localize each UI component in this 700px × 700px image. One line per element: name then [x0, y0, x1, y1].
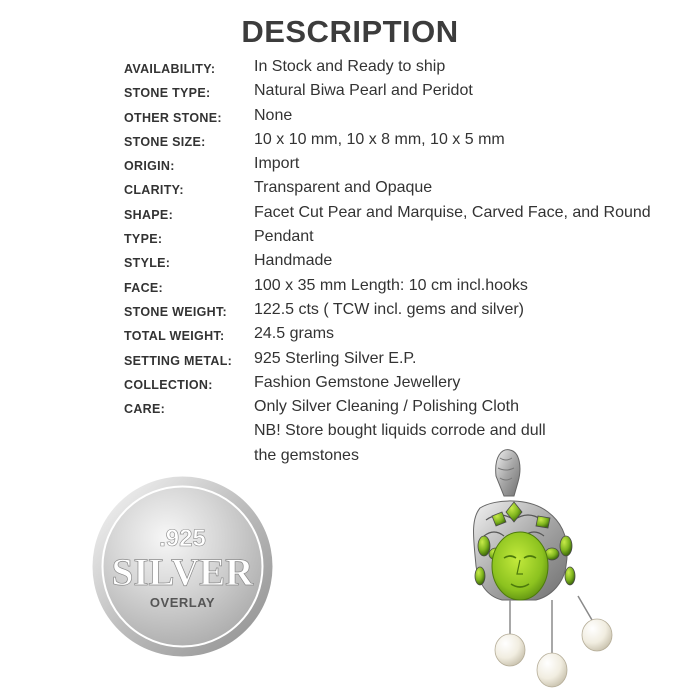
spec-label: TOTAL WEIGHT:: [124, 329, 225, 344]
spec-label: CARE:: [124, 402, 166, 417]
badge-purity-text: .925: [159, 525, 206, 552]
pendant-image: [440, 446, 620, 694]
spec-value: Import: [254, 155, 300, 173]
spec-label: SHAPE:: [124, 207, 174, 222]
spec-label: CLARITY:: [124, 183, 184, 198]
spec-value: Only Silver Cleaning / Polishing Cloth: [254, 398, 520, 416]
pearl: [495, 634, 525, 666]
spec-label: STONE TYPE:: [124, 86, 211, 101]
peridot-gem: [560, 536, 572, 556]
spec-value: 122.5 cts ( TCW incl. gems and silver): [254, 300, 525, 318]
spec-label: TYPE:: [124, 232, 163, 247]
spec-value: NB! Store bought liquids corrode and dull: [254, 422, 546, 440]
spec-value: None: [254, 106, 293, 124]
spec-value: Natural Biwa Pearl and Peridot: [254, 82, 473, 100]
spec-value: In Stock and Ready to ship: [254, 58, 446, 75]
carved-face: [492, 532, 548, 600]
spec-label: FACE:: [124, 280, 163, 295]
badge-metal-text: SILVER: [111, 551, 254, 594]
page-title: DESCRIPTION: [241, 14, 459, 49]
bail: [496, 450, 520, 496]
badge-finish-text: OVERLAY: [149, 595, 216, 610]
spec-value: 100 x 35 mm Length: 10 cm incl.hooks: [254, 276, 528, 294]
spec-label: SETTING METAL:: [124, 353, 233, 368]
silver-overlay-badge: [91, 475, 274, 658]
pearl: [582, 619, 612, 651]
spec-value: 10 x 10 mm, 10 x 8 mm, 10 x 5 mm: [254, 130, 505, 148]
spec-value: Pendant: [254, 228, 314, 246]
peridot-gem: [475, 567, 485, 585]
spec-value: the gemstones: [254, 446, 359, 464]
spec-value: Transparent and Opaque: [254, 179, 433, 197]
peridot-gem: [536, 516, 550, 528]
pearl: [537, 653, 567, 687]
peridot-gem: [478, 536, 490, 556]
spec-label: STONE WEIGHT:: [124, 304, 227, 319]
spec-label: OTHER STONE:: [124, 110, 222, 125]
spec-value: Handmade: [254, 252, 333, 270]
spec-value: 925 Sterling Silver E.P.: [254, 349, 417, 367]
pearl-wire: [578, 596, 592, 620]
spec-value: Fashion Gemstone Jewellery: [254, 373, 461, 391]
spec-value: Facet Cut Pear and Marquise, Carved Face, and Round: [254, 203, 651, 221]
spec-value: 24.5 grams: [254, 325, 335, 343]
spec-label: ORIGIN:: [124, 159, 175, 174]
spec-label: STONE SIZE:: [124, 134, 206, 149]
spec-label: STYLE:: [124, 256, 171, 271]
spec-label: AVAILABILITY:: [124, 62, 216, 76]
spec-label: COLLECTION:: [124, 377, 213, 392]
peridot-gem: [565, 567, 575, 585]
